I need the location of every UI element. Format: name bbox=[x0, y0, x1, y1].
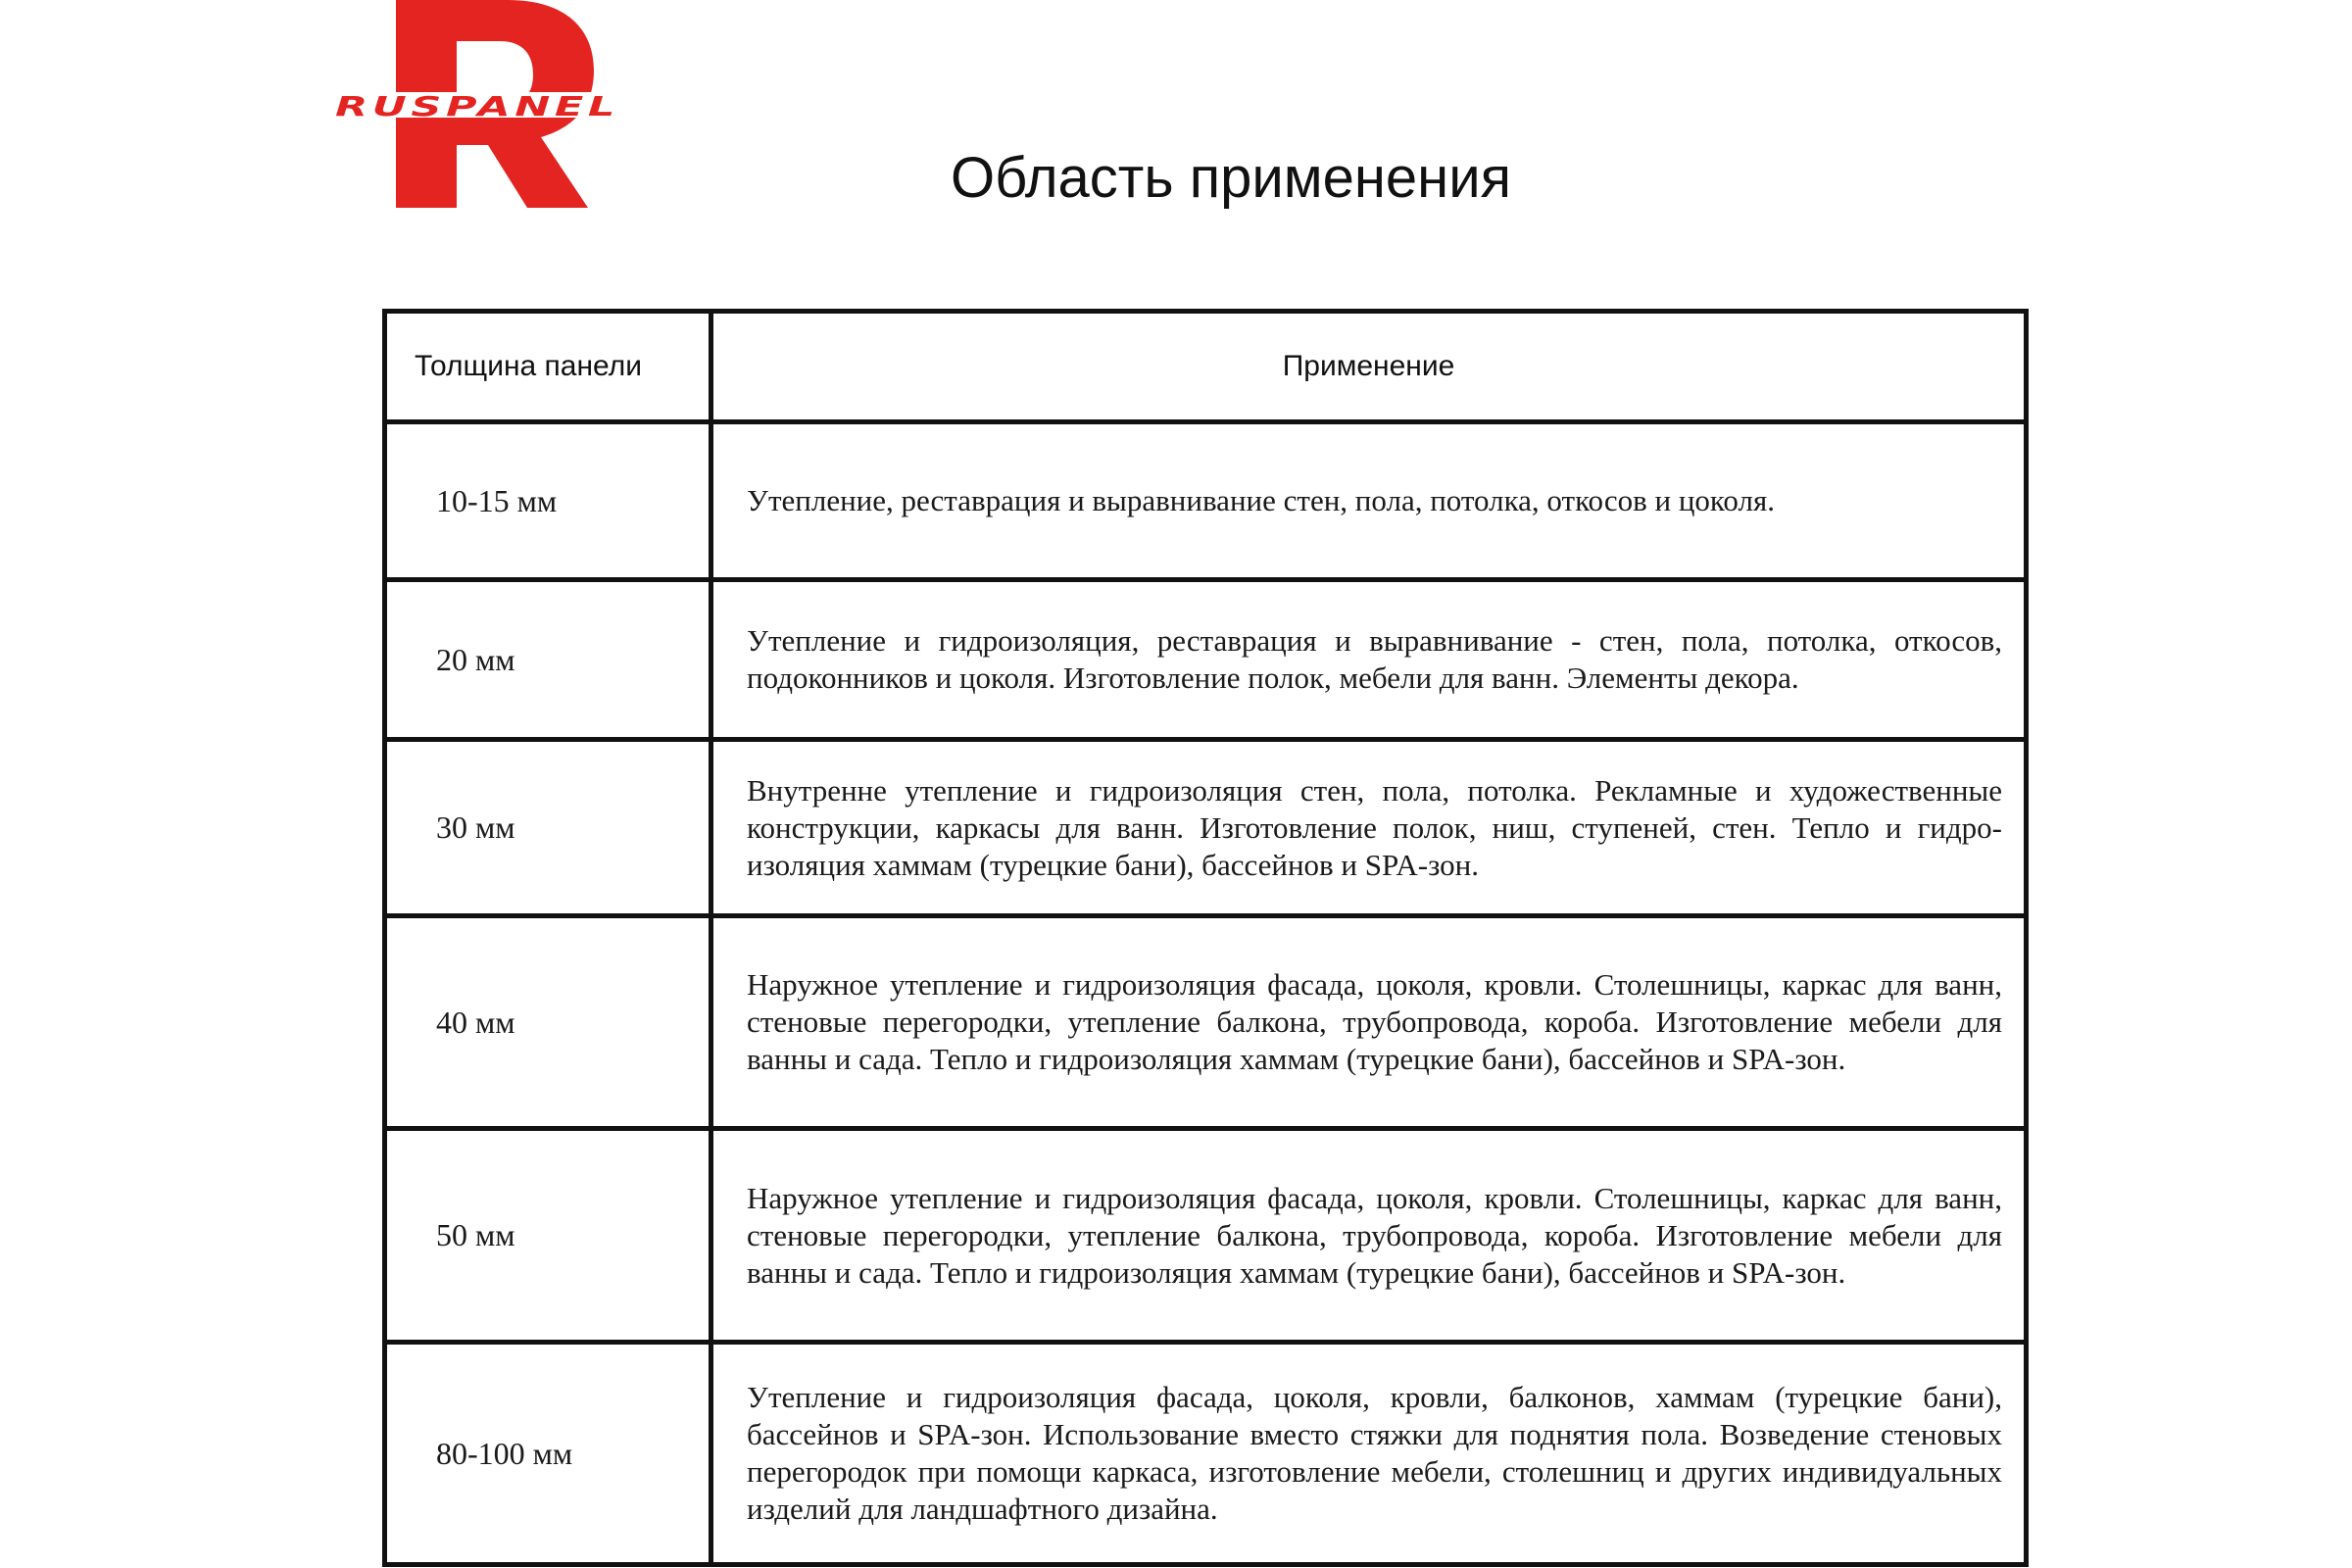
application-cell: Наружное утепление и гидроизоляция фасада, цоколя, кровли. Столешницы, каркас для ванн, стеновые перегородки, утепление балкона, трубопровода, короба. Изготовление мебели для ванны и сада. Тепло и гидроизоляция хаммам (турецкие бани), бассейнов и SPA-зон. bbox=[711, 916, 2027, 1129]
thickness-cell: 30 мм bbox=[385, 740, 711, 916]
application-cell: Внутренне утепление и гидроизоляция стен, пола, потолка. Рекламные и художественные конструкции, каркасы для ванн. Изготовление полок, ниш, ступеней, стен. Тепло и гидро-изоляция хаммам (турецкие бани), бассейнов и SPA-зон. bbox=[711, 740, 2027, 916]
thickness-cell: 40 мм bbox=[385, 916, 711, 1129]
application-cell: Утепление и гидроизоляция, реставрация и выравнивание - стен, пола, потолка, откосов, подоконников и цоколя. Изготовление полок, мебели для ванн. Элементы декора. bbox=[711, 580, 2027, 740]
application-cell: Утепление, реставрация и выравнивание стен, пола, потолка, откосов и цоколя. bbox=[711, 422, 2027, 580]
thickness-cell: 20 мм bbox=[385, 580, 711, 740]
page-title: Область применения bbox=[950, 146, 1512, 210]
table-header-row bbox=[385, 312, 2027, 422]
header-application: Применение bbox=[711, 312, 2027, 422]
table-row bbox=[385, 1129, 2027, 1343]
table-row bbox=[385, 580, 2027, 740]
thickness-cell: 50 мм bbox=[385, 1129, 711, 1343]
application-table bbox=[382, 309, 2029, 1567]
table-row bbox=[385, 1343, 2027, 1565]
application-cell: Наружное утепление и гидроизоляция фасада, цоколя, кровли. Столешницы, каркас для ванн, стеновые перегородки, утепление балкона, трубопровода, короба. Изготовление мебели для ванны и сада. Тепло и гидроизоляция хаммам (турецкие бани), бассейнов и SPA-зон. bbox=[711, 1129, 2027, 1343]
header-thickness: Толщина панели bbox=[385, 312, 711, 422]
table-row bbox=[385, 422, 2027, 580]
thickness-cell: 10-15 мм bbox=[385, 422, 711, 580]
thickness-cell: 80-100 мм bbox=[385, 1343, 711, 1565]
table-row bbox=[385, 916, 2027, 1129]
application-cell: Утепление и гидроизоляция фасада, цоколя, кровли, балконов, хаммам (турецкие бани), бассейнов и SPA-зон. Использование вместо стяжки для поднятия пола. Возведение стеновых перегородок при помощи каркаса, изготовление мебели, столешниц и других индивидуальных изделий для ландшафтного дизайна. bbox=[711, 1343, 2027, 1565]
logo-wordmark: RUSPANEL bbox=[335, 90, 619, 122]
table-row bbox=[385, 740, 2027, 916]
